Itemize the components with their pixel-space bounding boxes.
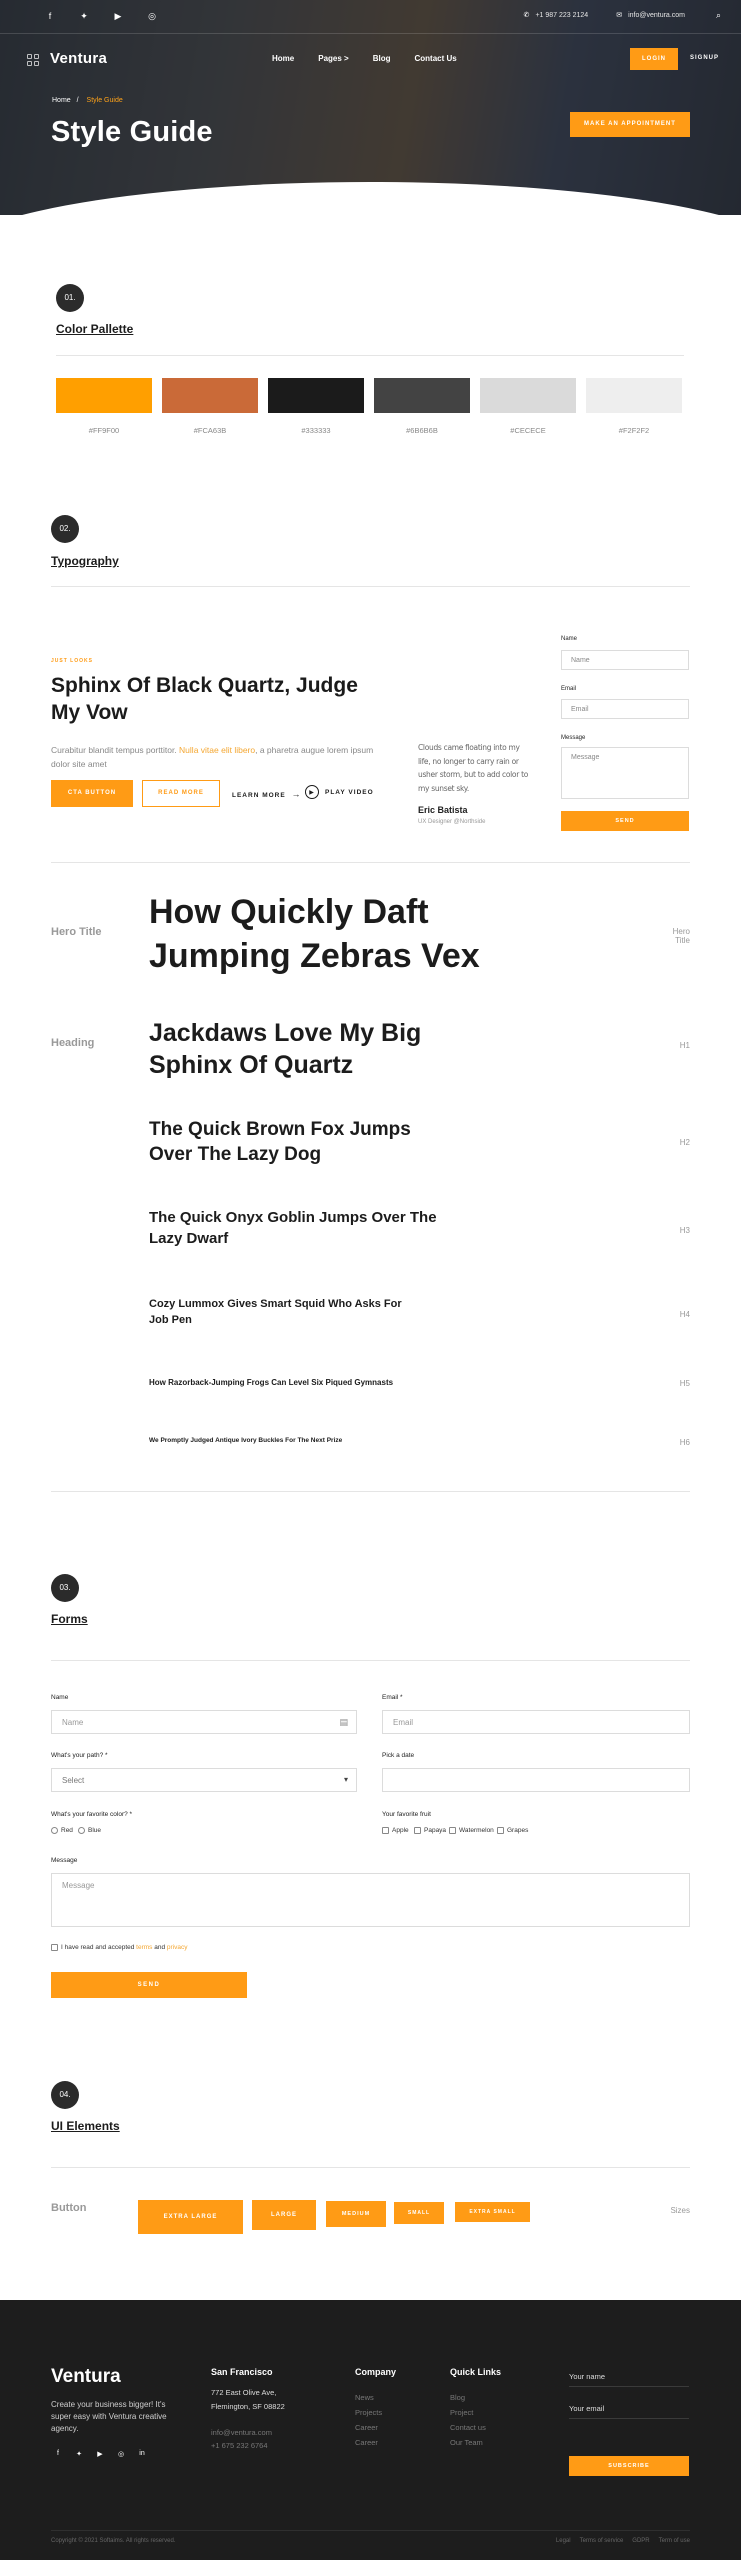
footer-name-input[interactable]: Your name bbox=[569, 2367, 689, 2387]
radio-blue[interactable]: Blue bbox=[78, 1827, 101, 1834]
top-phone[interactable]: ✆ +1 987 223 2124 bbox=[523, 12, 589, 19]
form-date-input[interactable] bbox=[382, 1768, 690, 1792]
logo-icon bbox=[27, 54, 39, 66]
subscribe-button[interactable]: SUBSCRIBE bbox=[569, 2456, 689, 2476]
mail-icon: ✉ bbox=[616, 12, 623, 19]
breadcrumb-current: Style Guide bbox=[86, 97, 123, 104]
color-swatch-label: #333333 bbox=[301, 426, 331, 435]
color-swatch-label: #F2F2F2 bbox=[618, 426, 650, 435]
facebook-icon[interactable]: f bbox=[57, 2450, 59, 2457]
mini-name-input[interactable]: Name bbox=[561, 650, 689, 670]
mini-name-label: Name bbox=[561, 636, 578, 642]
form-name-label: Name bbox=[51, 1694, 69, 1701]
radio-button[interactable] bbox=[51, 1827, 58, 1834]
checkbox-papaya[interactable]: Papaya bbox=[414, 1827, 446, 1834]
scale-label-heading: Heading bbox=[51, 1037, 95, 1049]
section-title-colors: Color Pallette bbox=[56, 322, 134, 336]
legal-link[interactable]: Term of use bbox=[658, 2538, 690, 2544]
terms-checkbox[interactable]: I have read and accepted terms and privacy bbox=[51, 1944, 187, 1951]
quote-role: UX Designer @Northside bbox=[418, 819, 486, 825]
chevron-down-icon: ▾ bbox=[343, 1775, 348, 1784]
quote-text: Clouds came floating into my life, no longer to carry rain or usher storm, but to add color to my sunset sky. bbox=[418, 743, 528, 793]
appointment-button[interactable]: MAKE AN APPOINTMENT bbox=[570, 112, 690, 137]
top-social-links bbox=[44, 11, 158, 22]
footer-company-title: Company bbox=[355, 2367, 397, 2377]
footer-quick-link[interactable]: Contact us bbox=[450, 2423, 486, 2432]
checkbox[interactable] bbox=[449, 1827, 456, 1834]
mini-message-textarea[interactable]: Message bbox=[561, 747, 689, 799]
nav-menu bbox=[272, 54, 457, 63]
scale-tag-h4: H4 bbox=[679, 1310, 690, 1319]
copyright: Copyright © 2021 Softaims. All rights reserved. bbox=[51, 2538, 176, 2544]
footer-quick-link[interactable]: Blog bbox=[450, 2393, 466, 2402]
color-swatch bbox=[162, 378, 258, 413]
scale-tag-h5: H5 bbox=[679, 1379, 690, 1388]
divider bbox=[56, 355, 684, 356]
form-email-label: Email * bbox=[382, 1694, 403, 1701]
button-medium[interactable]: MEDIUM bbox=[326, 2201, 386, 2227]
twitter-icon[interactable]: ✦ bbox=[80, 11, 88, 21]
mini-send-button[interactable]: SEND bbox=[561, 811, 689, 831]
color-swatch-label: #CECECE bbox=[510, 426, 546, 435]
legal-links bbox=[556, 2538, 690, 2544]
instagram-icon[interactable]: ◎ bbox=[148, 11, 156, 21]
mini-email-input[interactable]: Email bbox=[561, 699, 689, 719]
footer-company-link[interactable]: Career bbox=[355, 2423, 378, 2432]
breadcrumb-separator: / bbox=[76, 97, 79, 104]
demo-title: Sphinx Of Black Quartz, Judge My Vow bbox=[51, 674, 358, 724]
color-swatch-label: #6B6B6B bbox=[406, 426, 438, 435]
form-date-label: Pick a date bbox=[382, 1752, 415, 1759]
footer-quick-link[interactable]: Our Team bbox=[450, 2438, 483, 2447]
nav-item-home[interactable]: Home bbox=[272, 54, 295, 63]
footer-city: San Francisco bbox=[211, 2367, 273, 2377]
signup-button[interactable]: SIGNUP bbox=[690, 55, 720, 61]
button-extra-small[interactable]: EXTRA SMALL bbox=[455, 2202, 530, 2222]
checkbox[interactable] bbox=[497, 1827, 504, 1834]
scale-label-hero: Hero Title bbox=[51, 926, 102, 938]
h3-sample: The Quick Onyx Goblin Jumps Over The Lazy Dwarf bbox=[149, 1209, 437, 1247]
breadcrumb bbox=[52, 97, 123, 104]
footer-quick-title: Quick Links bbox=[450, 2367, 502, 2377]
contact-card-icon: ▤ bbox=[339, 1717, 348, 1727]
color-swatch bbox=[56, 378, 152, 413]
form-path-select[interactable]: Select ▾ bbox=[51, 1768, 357, 1792]
checkbox-apple[interactable]: Apple bbox=[382, 1827, 409, 1834]
section-number: 02. bbox=[51, 515, 79, 543]
section-number: 04. bbox=[51, 2081, 79, 2109]
legal-link[interactable]: Terms of service bbox=[579, 2538, 624, 2544]
scale-tag-h2: H2 bbox=[679, 1138, 690, 1147]
checkbox[interactable] bbox=[51, 1944, 58, 1951]
logo[interactable]: Ventura bbox=[50, 50, 108, 67]
button-small[interactable]: SMALL bbox=[394, 2202, 444, 2224]
radio-red[interactable]: Red bbox=[51, 1827, 73, 1834]
h4-sample: Cozy Lummox Gives Smart Squid Who Asks For Job Pen bbox=[149, 1298, 402, 1326]
checkbox[interactable] bbox=[382, 1827, 389, 1834]
hero-title-sample: How Quickly Daft Jumping Zebras Vex bbox=[149, 893, 480, 975]
quote-author: Eric Batista bbox=[418, 805, 468, 815]
scale-tag-h6: H6 bbox=[679, 1438, 690, 1447]
top-contact bbox=[524, 11, 685, 19]
checkbox-grapes[interactable]: Grapes bbox=[497, 1827, 528, 1834]
color-swatch bbox=[586, 378, 682, 413]
footer-quick-link[interactable]: Project bbox=[450, 2408, 474, 2417]
button-large[interactable]: LARGE bbox=[252, 2200, 316, 2230]
radio-button[interactable] bbox=[78, 1827, 85, 1834]
form-color-label: What's your favorite color? * bbox=[51, 1811, 133, 1818]
privacy-link[interactable]: privacy bbox=[166, 1944, 188, 1951]
terms-link[interactable]: terms bbox=[136, 1944, 153, 1951]
footer-logo[interactable]: Ventura bbox=[51, 2366, 121, 2387]
color-swatch bbox=[268, 378, 364, 413]
divider bbox=[51, 862, 690, 863]
color-swatch bbox=[480, 378, 576, 413]
nav-item-blog[interactable]: Blog bbox=[372, 54, 391, 63]
color-swatch-label: #FCA63B bbox=[193, 426, 227, 435]
scale-tag-h1: H1 bbox=[679, 1041, 690, 1050]
footer-divider bbox=[51, 2530, 690, 2531]
phone-icon: ✆ bbox=[523, 12, 530, 19]
footer-address: 772 East Olive Ave, Flemington, SF 08822 bbox=[211, 2388, 285, 2411]
scale-tag-hero: Hero Title bbox=[672, 927, 690, 945]
breadcrumb-home[interactable]: Home bbox=[52, 97, 71, 104]
top-bar bbox=[0, 0, 741, 34]
hero-section bbox=[0, 0, 741, 215]
divider bbox=[51, 1491, 690, 1492]
form-path-label: What's your path? * bbox=[51, 1752, 108, 1759]
checkbox-watermelon[interactable]: Watermelon bbox=[449, 1827, 494, 1834]
form-email-input[interactable]: Email bbox=[382, 1710, 690, 1734]
cta-button[interactable]: CTA BUTTON bbox=[51, 780, 133, 807]
legal-link[interactable]: GDPR bbox=[632, 2538, 650, 2544]
footer-email[interactable]: info@ventura.com bbox=[211, 2428, 272, 2437]
chevron-right-icon: > bbox=[344, 54, 349, 63]
color-swatch bbox=[374, 378, 470, 413]
form-name-input[interactable]: Name ▤ bbox=[51, 1710, 357, 1734]
section-number: 03. bbox=[51, 1574, 79, 1602]
form-fruit-label: Your favorite fruit bbox=[382, 1811, 431, 1818]
divider bbox=[51, 586, 690, 587]
form-message-textarea[interactable]: Message bbox=[51, 1873, 690, 1927]
sizes-label: Sizes bbox=[670, 2206, 690, 2215]
h1-sample: Jackdaws Love My Big Sphinx Of Quartz bbox=[149, 1019, 422, 1079]
main-nav bbox=[0, 45, 741, 75]
section-number: 01. bbox=[56, 284, 84, 312]
linkedin-icon[interactable]: in bbox=[139, 2450, 145, 2457]
h5-sample: How Razorback-Jumping Frogs Can Level Six Piqued Gymnasts bbox=[149, 1378, 394, 1387]
button-label: Button bbox=[51, 2202, 87, 2214]
footer-phone[interactable]: +1 675 232 6764 bbox=[211, 2441, 268, 2450]
nav-item-pages[interactable]: Pages > bbox=[318, 54, 349, 63]
nav-item-contact[interactable]: Contact Us bbox=[414, 54, 457, 63]
read-more-button[interactable]: READ MORE bbox=[142, 780, 220, 807]
facebook-icon[interactable]: f bbox=[48, 11, 52, 21]
demo-paragraph: Curabitur blandit tempus porttitor. Nulla vitae elit libero, a pharetra augue lorem ipsum dolor site amet bbox=[51, 745, 374, 769]
eyebrow-text: JUST LOOKS bbox=[51, 658, 93, 664]
youtube-icon[interactable]: ▶ bbox=[97, 2451, 103, 2458]
arrow-right-icon: → bbox=[291, 789, 302, 799]
checkbox[interactable] bbox=[414, 1827, 421, 1834]
scale-tag-h3: H3 bbox=[679, 1226, 690, 1235]
login-button[interactable]: LOGIN bbox=[630, 48, 678, 70]
learn-more-link[interactable]: LEARN MORE → bbox=[232, 789, 302, 799]
divider bbox=[51, 1660, 690, 1661]
footer-description: Create your business bigger! It's super easy with Ventura creative agency. bbox=[51, 2400, 167, 2433]
youtube-icon[interactable]: ▶ bbox=[114, 11, 122, 21]
twitter-icon[interactable]: ✦ bbox=[76, 2451, 82, 2458]
footer-social-links bbox=[53, 2450, 147, 2458]
h2-sample: The Quick Brown Fox Jumps Over The Lazy Dog bbox=[149, 1119, 411, 1165]
footer-company-link[interactable]: Projects bbox=[355, 2408, 383, 2417]
section-title-forms: Forms bbox=[51, 1612, 88, 1626]
divider bbox=[51, 2167, 690, 2168]
instagram-icon[interactable]: ◎ bbox=[117, 2451, 125, 2458]
play-video-button[interactable]: ▶ PLAY VIDEO bbox=[305, 785, 374, 799]
page-title: Style Guide bbox=[51, 116, 213, 148]
form-message-label: Message bbox=[51, 1857, 78, 1864]
button-extra-large[interactable]: EXTRA LARGE bbox=[138, 2200, 243, 2234]
footer bbox=[0, 2300, 741, 2560]
mini-message-label: Message bbox=[561, 735, 586, 741]
legal-link[interactable]: Legal bbox=[555, 2538, 571, 2544]
mini-email-label: Email bbox=[561, 686, 577, 692]
footer-company-link[interactable]: News bbox=[355, 2393, 374, 2402]
section-title-ui: UI Elements bbox=[51, 2119, 120, 2133]
color-swatch-label: #FF9F00 bbox=[88, 426, 120, 435]
search-icon[interactable]: ⌕ bbox=[715, 10, 721, 20]
top-email[interactable]: ✉ info@ventura.com bbox=[616, 12, 685, 19]
footer-company-link[interactable]: Career bbox=[355, 2438, 378, 2447]
form-send-button[interactable]: SEND bbox=[51, 1972, 247, 1998]
play-icon: ▶ bbox=[305, 785, 319, 799]
footer-email-input[interactable]: Your email bbox=[569, 2399, 689, 2419]
demo-link[interactable]: Nulla vitae elit libero bbox=[179, 745, 256, 755]
section-title-typography: Typography bbox=[51, 554, 119, 568]
h6-sample: We Promptly Judged Antique Ivory Buckles For The Next Prize bbox=[149, 1437, 343, 1444]
